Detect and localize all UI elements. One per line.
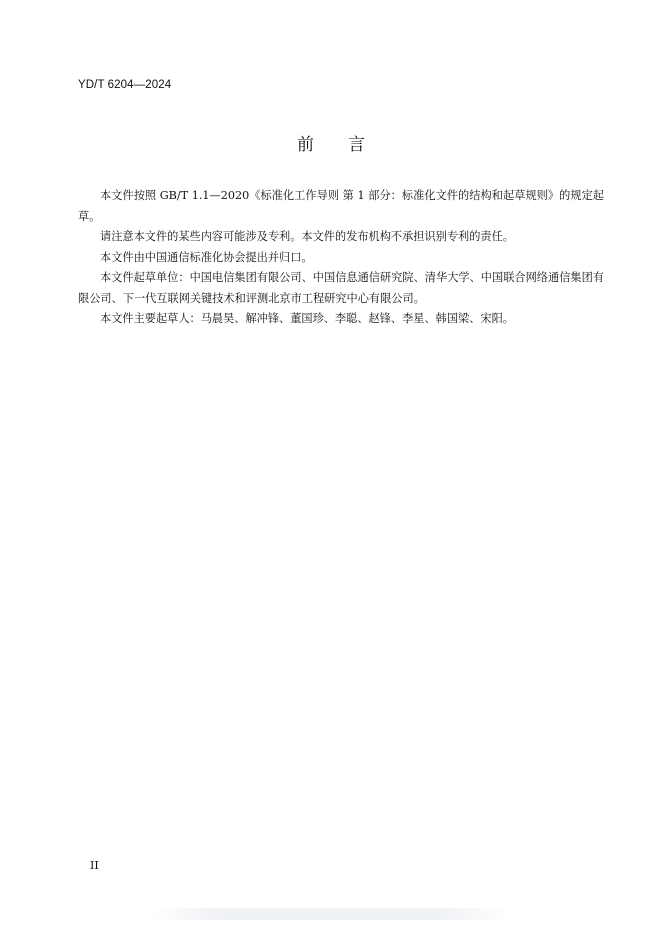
paragraph-proposer: 本文件由中国通信标准化协会提出并归口。 (100, 250, 313, 264)
paragraph-drafting-units: 本文件起草单位：中国电信集团有限公司、中国信息通信研究院、清华大学、中国联合网络通信集团有限公司、下一代互联网关键技术和评测北京市工程研究中心有限公司。 (78, 271, 604, 305)
document-code: YD/T 6204—2024 (78, 79, 172, 91)
page-number: II (90, 859, 99, 872)
faint-footer-watermark (150, 908, 510, 920)
paragraph-drafting-rules: 本文件按照 GB/T 1.1—2020《标准化工作导则 第 1 部分：标准化文件的结构和起草规则》的规定起草。 (78, 189, 604, 223)
preface-body (78, 186, 604, 330)
paragraph-patent-notice: 请注意本文件的某些内容可能涉及专利。本文件的发布机构不承担识别专利的责任。 (100, 230, 514, 243)
section-title: 前言 (297, 135, 399, 155)
paragraph-drafters: 本文件主要起草人：马晨昊、解冲锋、董国珍、李聪、赵锋、李星、韩国梁、宋阳。 (100, 312, 514, 325)
